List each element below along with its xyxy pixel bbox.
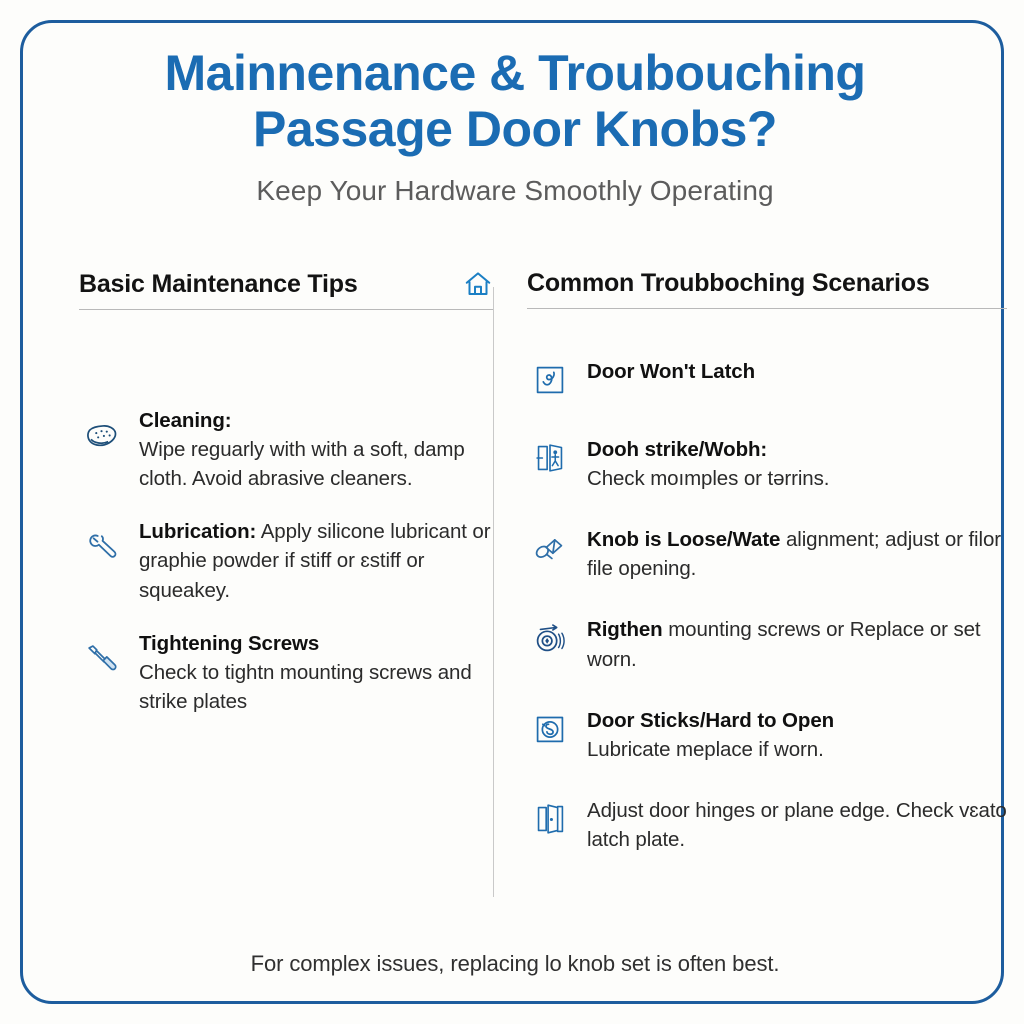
list-item-text xyxy=(587,706,834,764)
page-title xyxy=(75,45,955,157)
sponge-icon xyxy=(79,412,125,458)
content-columns xyxy=(23,269,1007,897)
list-item xyxy=(527,615,1007,673)
left-column xyxy=(23,269,493,740)
list-item-text xyxy=(587,525,1007,583)
list-item-lead: Door Won't Latch xyxy=(587,360,756,383)
left-column-header xyxy=(79,269,493,310)
list-item-body: Apply silicone lubricant or graphie powder if stiff or ɛstiff or squeakey. xyxy=(139,520,491,602)
lock-box-icon xyxy=(527,706,573,752)
list-item xyxy=(527,435,1007,493)
list-item xyxy=(527,357,1007,403)
list-item-text xyxy=(587,357,755,386)
list-item-body: Check to tightn mounting screws and strike plates xyxy=(139,660,472,713)
right-column-header xyxy=(527,269,1007,309)
list-item-lead: Lubrication: xyxy=(139,520,257,544)
list-item-lead: Cleaning: xyxy=(139,409,232,432)
rotate-knob-icon xyxy=(527,615,573,661)
list-item-lead: Door Sticks/Hard to Open xyxy=(587,708,835,732)
left-column-items xyxy=(79,406,493,716)
list-item-lead: Rigthen xyxy=(587,618,663,642)
list-item-text xyxy=(587,615,1007,673)
list-item-body: alignment; adjust or filor file opening. xyxy=(587,528,1001,581)
left-column-title: Basic Maintenance Tips xyxy=(79,269,358,298)
right-column xyxy=(494,269,1007,886)
screwdriver-icon xyxy=(79,635,125,681)
list-item xyxy=(527,525,1007,583)
list-item xyxy=(79,517,493,604)
open-door-icon xyxy=(527,796,573,842)
list-item xyxy=(79,629,493,716)
page-subtitle: Keep Your Hardware Smoothly Operating xyxy=(256,175,774,206)
footer-note: For complex issues, replacing lo knob set is often best. xyxy=(250,951,780,976)
list-item xyxy=(527,706,1007,764)
title-line-1: Mainnenance & Troubouching xyxy=(164,45,866,101)
right-column-items xyxy=(527,357,1007,854)
list-item-body: Lubricate meplace if worn. xyxy=(587,737,824,761)
list-item-lead: Knob is Loose/Wate xyxy=(587,528,781,552)
list-item-text xyxy=(139,517,493,604)
poster-header xyxy=(23,23,1007,207)
house-icon xyxy=(463,269,493,299)
list-item xyxy=(79,406,493,493)
list-item-text xyxy=(587,435,829,493)
list-item-body: Check moımples or tərrins. xyxy=(587,467,830,491)
title-line-2: Passage Door Knobs? xyxy=(253,101,777,157)
wrench-icon xyxy=(79,523,125,569)
list-item-lead: Tightening Screws xyxy=(139,631,320,655)
list-item-lead: Dooh strike/Wobh: xyxy=(587,438,768,461)
list-item-body: mounting screws or Replace or set worn. xyxy=(587,618,981,671)
knob-icon xyxy=(527,525,573,571)
door-exit-icon xyxy=(527,435,573,481)
list-item-text xyxy=(139,629,493,716)
list-item-body: Adjust door hinges or plane edge. Check vɛato latch plate. xyxy=(587,798,1007,851)
poster-frame xyxy=(20,20,1007,1004)
right-column-title: Common Troubboching Scenarios xyxy=(527,269,930,297)
poster-inner xyxy=(23,23,1007,1007)
list-item-text xyxy=(139,406,493,493)
list-item xyxy=(527,796,1007,854)
list-item-text xyxy=(587,796,1007,854)
list-item-body: Wipe reguarly with with a soft, damp cloth. Avoid abrasive cleaners. xyxy=(139,438,465,491)
latch-box-icon xyxy=(527,357,573,403)
